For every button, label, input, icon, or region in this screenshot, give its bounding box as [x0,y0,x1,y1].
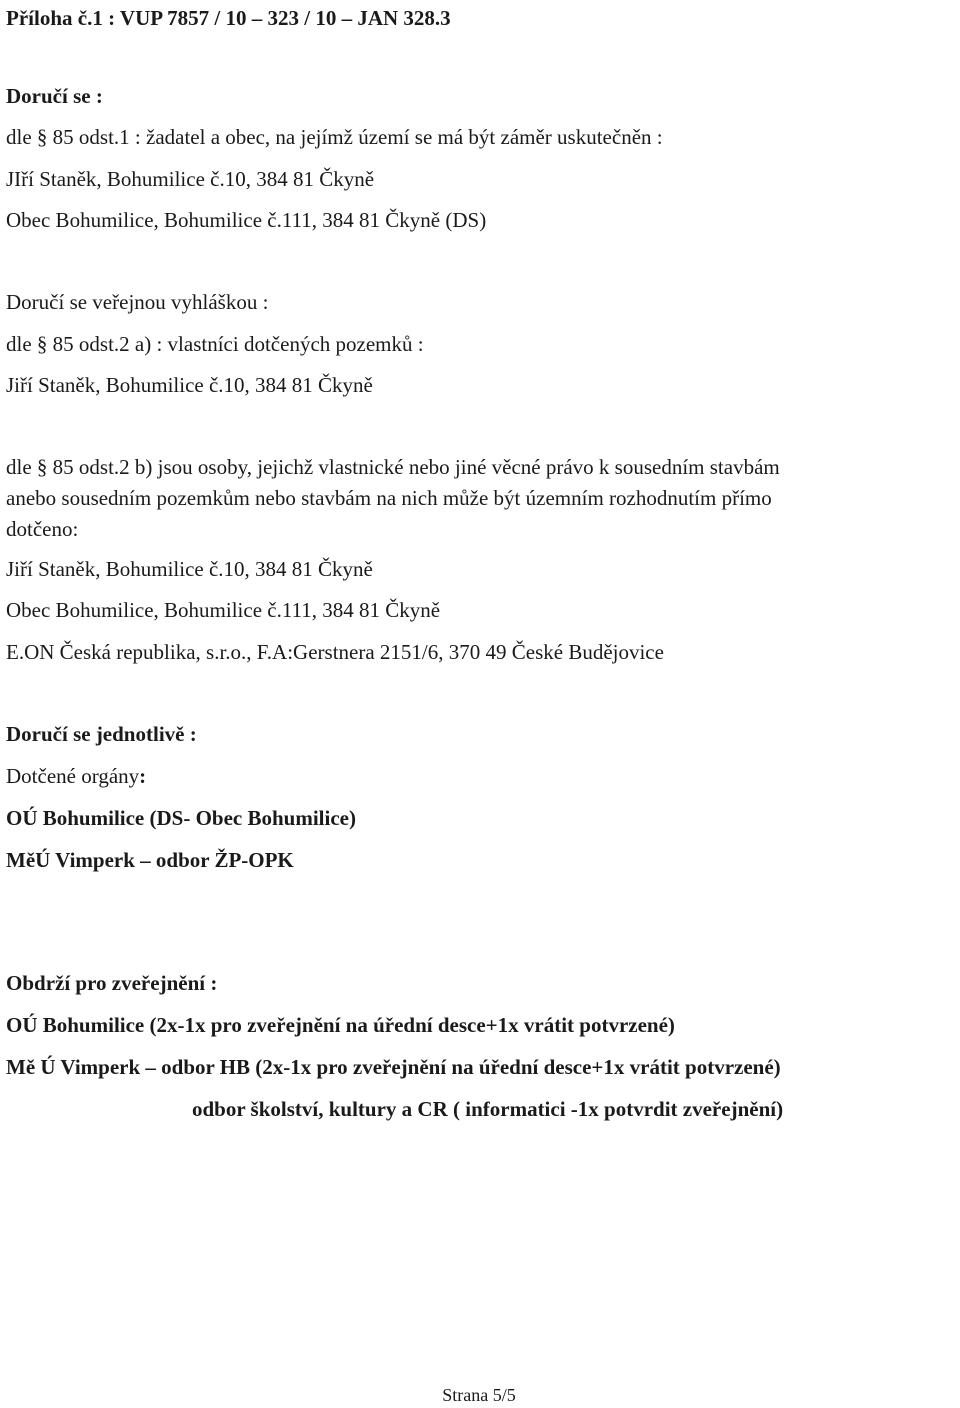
legal-basis-paragraph-line: anebo sousedním pozemkům nebo stavbám na nich může být územním rozhodnutím přímo [6,486,772,510]
page-number [0,1385,960,1407]
recipient-line: JIří Staněk, Bohumilice č.10, 384 81 Čkyně [6,167,375,191]
subheading-text: Dotčené orgány [6,764,140,788]
recipient-line: Obec Bohumilice, Bohumilice č.111, 384 81 Čkyně (DS) [6,208,487,232]
recipient-line: OÚ Bohumilice (DS- Obec Bohumilice) [6,806,356,830]
section-heading-publication: Obdrží pro zveřejnění : [6,971,218,995]
section-heading-public-notice: Doručí se veřejnou vyhláškou : [6,290,269,314]
legal-basis-line: dle § 85 odst.2 a) : vlastníci dotčených pozemků : [6,332,424,356]
recipient-line: odbor školství, kultury a CR ( informatici -1x potvrdit zveřejnění) [192,1097,784,1121]
recipient-line: Mě Ú Vimperk – odbor HB (2x-1x pro zveřejnění na úřední desce+1x vrátit potvrzené) [6,1055,781,1079]
page-number-label: Strana 5/5 [442,1385,516,1405]
document-title: Příloha č.1 : VUP 7857 / 10 – 323 / 10 – JAN 328.3 [6,6,451,30]
legal-basis-line: dle § 85 odst.1 : žadatel a obec, na jejímž území se má být záměr uskutečněn : [6,125,663,149]
recipient-line: MěÚ Vimperk – odbor ŽP-OPK [6,848,294,872]
recipient-line: Jiří Staněk, Bohumilice č.10, 384 81 Čkyně [6,557,373,581]
recipient-line: Jiří Staněk, Bohumilice č.10, 384 81 Čkyně [6,373,373,397]
subheading-affected-authorities [6,764,146,789]
recipient-line: Obec Bohumilice, Bohumilice č.111, 384 81 Čkyně [6,598,441,622]
section-heading-delivery: Doručí se : [6,84,103,108]
recipient-line: E.ON Česká republika, s.r.o., F.A:Gerstnera 2151/6, 370 49 České Budějovice [6,640,664,664]
subheading-colon: : [139,764,147,788]
section-heading-individual-delivery: Doručí se jednotlivě : [6,722,197,746]
legal-basis-paragraph-line: dle § 85 odst.2 b) jsou osoby, jejichž vlastnické nebo jiné věcné právo k sousedním stavbám [6,455,780,479]
recipient-line: OÚ Bohumilice (2x-1x pro zveřejnění na úřední desce+1x vrátit potvrzené) [6,1013,675,1037]
legal-basis-paragraph-line: dotčeno: [6,517,79,541]
